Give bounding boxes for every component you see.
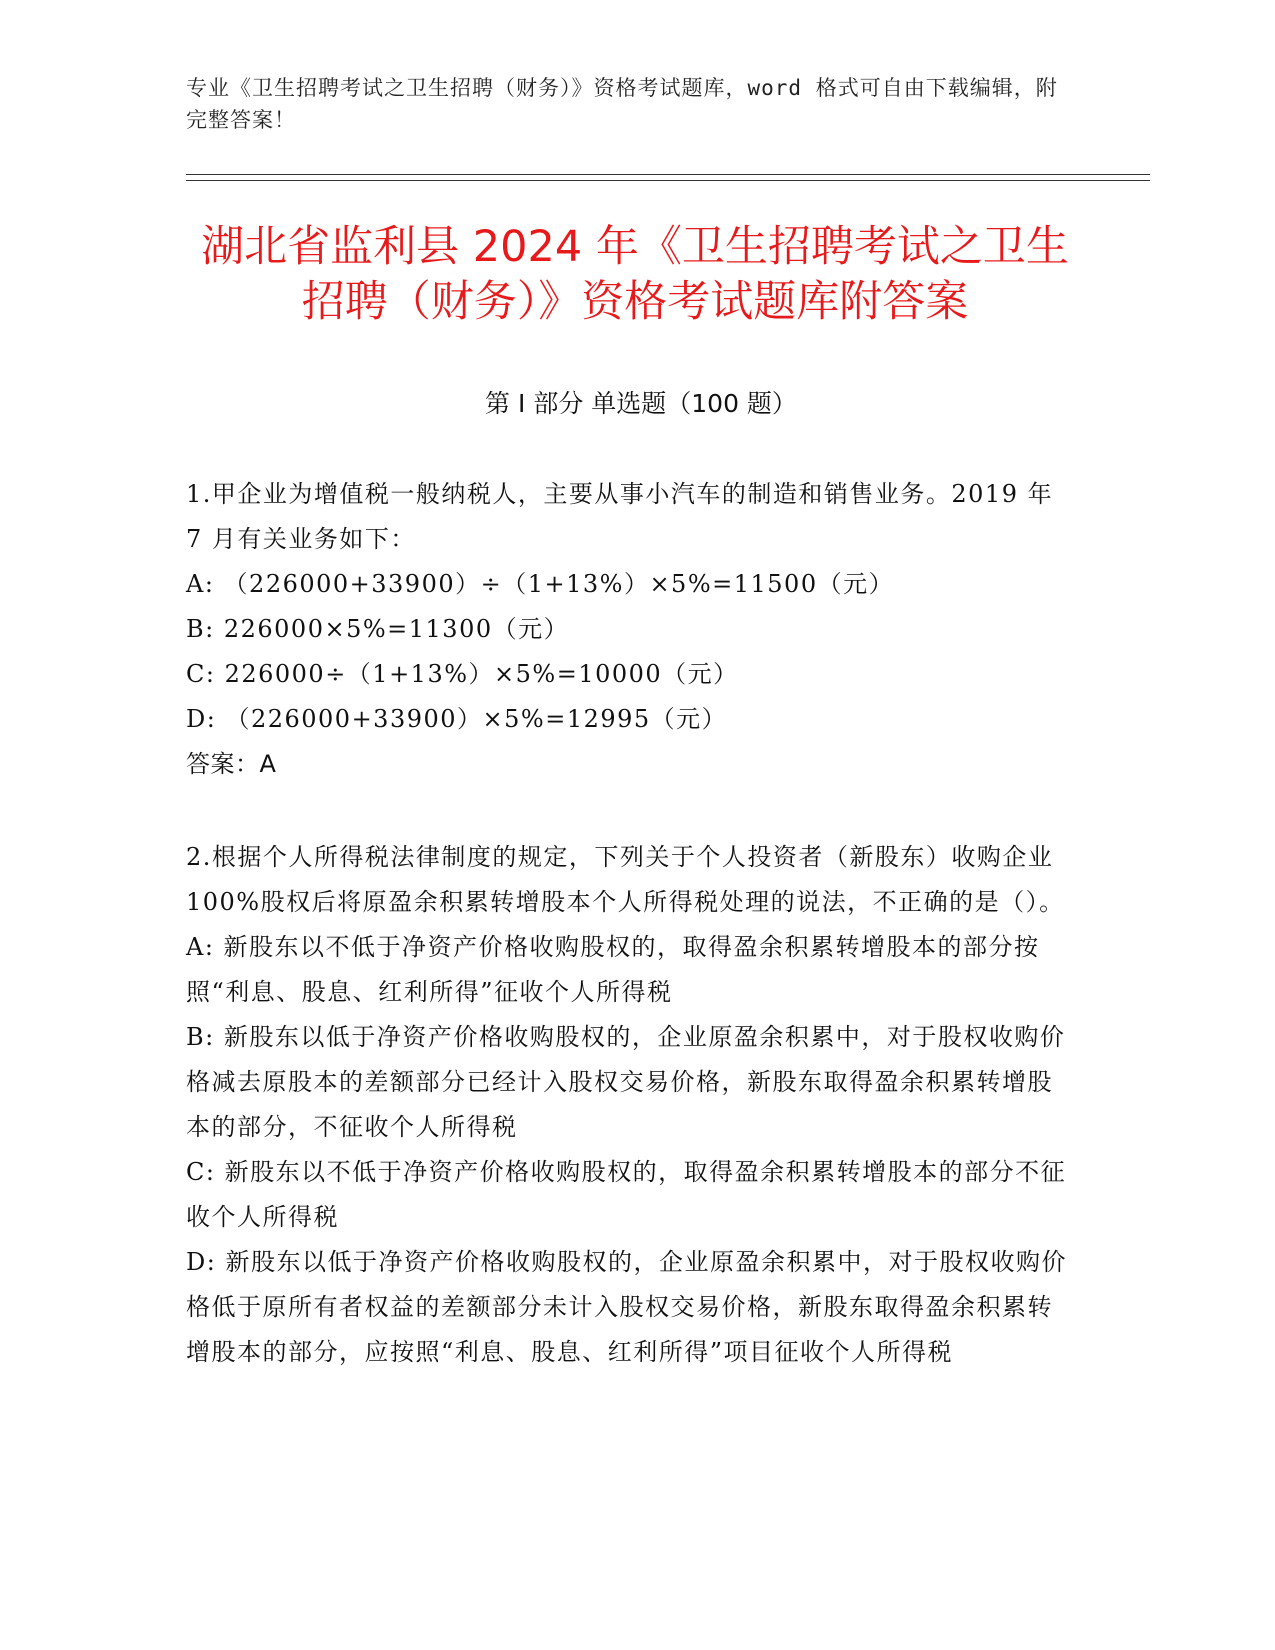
option-c: C: 226000÷（1+13%）×5%=10000（元）	[186, 660, 739, 688]
answer-line: 答案：A	[186, 750, 277, 778]
question-stem: 2.根据个人所得税法律制度的规定，下列关于个人投资者（新股东）收购企业 100%股权后将原盈余积累转增股本个人所得税处理的说法，不正确的是（）。	[186, 843, 1065, 916]
header-divider-line-secondary	[186, 180, 1150, 181]
option-b: B: 新股东以低于净资产价格收购股权的，企业原盈余积累中，对于股权收购价格减去原股本的差额部分已经计入股权交易价格，新股东取得盈余积累转增股本的部分，不征收个人所得税	[186, 1023, 1066, 1141]
option-c: C: 新股东以不低于净资产价格收购股权的，取得盈余积累转增股本的部分不征收个人所得税	[186, 1158, 1067, 1231]
header-divider-line	[186, 174, 1150, 175]
option-b: B: 226000×5%=11300（元）	[186, 615, 570, 643]
question-1	[186, 472, 1076, 787]
question-stem: 1.甲企业为增值税一般纳税人，主要从事小汽车的制造和销售业务。2019 年 7 月有关业务如下：	[186, 480, 1054, 553]
document-title: 湖北省监利县 2024 年《卫生招聘考试之卫生招聘（财务）》资格考试题库附答案	[201, 222, 1069, 327]
option-a: A: （226000+33900）÷（1+13%）×5%=11500（元）	[186, 570, 895, 598]
document-header-note: 专业《卫生招聘考试之卫生招聘（财务）》资格考试题库，word 格式可自由下载编辑，附完整答案！	[186, 76, 1058, 132]
option-a: A: 新股东以不低于净资产价格收购股权的，取得盈余积累转增股本的部分按照“利息、股息、红利所得”征收个人所得税	[186, 933, 1040, 1006]
question-2	[186, 835, 1076, 1375]
section-title: 第 I 部分 单选题（100 题）	[485, 389, 797, 418]
option-d: D: （226000+33900）×5%=12995（元）	[186, 705, 728, 733]
option-d: D: 新股东以低于净资产价格收购股权的，企业原盈余积累中，对于股权收购价格低于原所有者权益的差额部分未计入股权交易价格，新股东取得盈余积累转增股本的部分，应按照“利息、股息、红利所得”项目征收个人所得税	[186, 1248, 1067, 1366]
